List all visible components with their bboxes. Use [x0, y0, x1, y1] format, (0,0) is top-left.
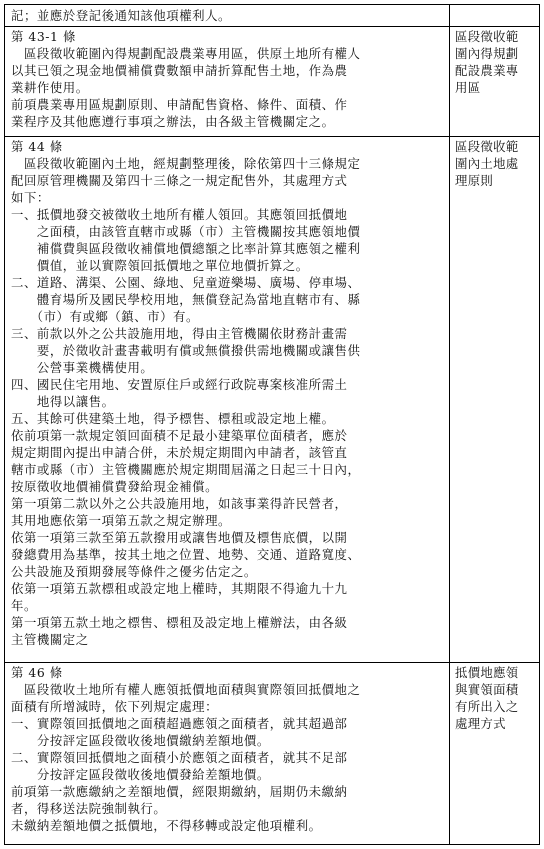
text-line: 二、實際領回抵價地之面積小於應領之面積者，就其不足部 — [11, 750, 348, 765]
text-line: 前項農業專用區規劃原則、申請配售資格、條件、面積、作 — [11, 97, 348, 112]
text-line: 發總費用為基準，按其土地之位置、地勢、交通、道路寬度、 — [11, 547, 361, 562]
article-heading: 第 46 條 — [11, 665, 63, 680]
text-line: 地得以讓售。 — [11, 394, 115, 409]
text-line: 之面積，由該管直轄市或縣（市）主管機關按其應領地價 — [11, 224, 361, 239]
text-line: 業耕作使用。 — [11, 80, 89, 95]
row-divider — [5, 26, 539, 27]
row-divider — [5, 662, 539, 663]
text-line: 以其已領之現金地價補償費數額申請折算配售土地，作為農 — [11, 63, 348, 78]
text-line: 分按評定區段徵收後地價繳納差額地價。 — [11, 733, 270, 748]
text-line: 分按評定區段徵收後地價發給差額地價。 — [11, 767, 270, 782]
text-line: 公共設施及預期發展等條件之優劣估定之。 — [11, 564, 257, 579]
text-line: 業程序及其他應遵行事項之辦法，由各級主管機關定之。 — [11, 114, 335, 129]
text-line: 按原徵收地價補償費發給現金補償。 — [11, 479, 219, 494]
text-line: 未繳納差額地價之抵價地，不得移轉或設定他項權利。 — [11, 818, 322, 833]
text-line: 依第一項第五款標租或設定地上權時，其期限不得逾九十九 — [11, 581, 348, 596]
text-line: 年。 — [11, 598, 37, 613]
text-line: 主管機關定之 — [11, 632, 89, 647]
text-line: 五、其餘可供建築土地，得予標售、標租或設定地上權。 — [11, 411, 335, 426]
note-line: 抵價地應領 — [455, 665, 519, 680]
note-line: 圍內得規劃 — [455, 46, 519, 61]
text-line: 記；並應於登記後通知該他項權利人。 — [11, 8, 231, 23]
text-line: 區段徵收範圍內土地，經規劃整理後，除依第四十三條規定 — [11, 156, 361, 171]
text-line: 依第一項第三款至第五款撥用或讓售地價及標售底價，以開 — [11, 530, 348, 545]
note-line: 區段徵收範 — [455, 139, 519, 154]
row-divider — [5, 136, 539, 137]
column-divider — [449, 5, 450, 844]
text-line: 如下： — [11, 190, 50, 205]
text-line: 第一項第二款以外之公共設施用地，如該事業得許民營者， — [11, 496, 348, 511]
text-line: 前項第一款應繳納之差額地價，經限期繳納，屆期仍未繳納 — [11, 784, 348, 799]
note-line: 圍內土地處 — [455, 156, 519, 171]
text-line: 第一項第五款土地之標售、標租及設定地上權辦法，由各級 — [11, 615, 348, 630]
text-line: 價值，並以實際領回抵價地之單位地價折算之。 — [11, 258, 309, 273]
note-line: 用區 — [455, 80, 481, 95]
text-line: （市）有或鄉（鎮、市）有。 — [11, 309, 199, 324]
text-line: 二、道路、溝渠、公園、綠地、兒童遊樂場、廣場、停車場、 — [11, 275, 361, 290]
text-line: 轄市或縣（市）主管機關應於規定期間屆滿之日起三十日內， — [11, 462, 361, 477]
text-line: 者，得移送法院強制執行。 — [11, 801, 167, 816]
text-line: 要，於徵收計畫書載明有償或無償撥供需地機關或讓售供 — [11, 343, 361, 358]
note-line: 有所出入之 — [455, 699, 519, 714]
text-line: 體育場所及國民學校用地，無償登記為當地直轄市有、縣 — [11, 292, 361, 307]
text-line: 規定期間內提出申請合併，未於規定期間內申請者，該管直 — [11, 445, 348, 460]
text-line: 一、實際領回抵價地之面積超過應領之面積者，就其超過部 — [11, 716, 348, 731]
text-line: 面積有所增減時，依下列規定處理： — [11, 699, 219, 714]
article-heading: 第 43-1 條 — [11, 29, 76, 44]
text-line: 四、國民住宅用地、安置原住戶或經行政院專案核准所需土 — [11, 377, 348, 392]
note-line: 處理方式 — [455, 716, 506, 731]
note-line: 配設農業專 — [455, 63, 519, 78]
note-line: 與實領面積 — [455, 682, 519, 697]
article-heading: 第 44 條 — [11, 139, 63, 154]
text-line: 配回原管理機關及第四十三條之一規定配售外，其處理方式 — [11, 173, 348, 188]
text-line: 一、抵價地發交被徵收土地所有權人領回。其應領回抵價地 — [11, 207, 348, 222]
text-line: 區段徵收範圍內得規劃配設農業專用區，供原土地所有權人 — [11, 46, 361, 61]
text-line: 區段徵收土地所有權人應領抵價地面積與實際領回抵價地之 — [11, 682, 361, 697]
text-line: 依前項第一款規定領回面積不足最小建築單位面積者，應於 — [11, 428, 348, 443]
text-line: 補償費與區段徵收補償地價總額之比率計算其應領之權利 — [11, 241, 361, 256]
text-line: 三、前款以外之公共設施用地，得由主管機關依財務計畫需 — [11, 326, 348, 341]
text-line: 其用地應依第一項第五款之規定辦理。 — [11, 513, 231, 528]
note-line: 區段徵收範 — [455, 29, 519, 44]
text-line: 公營事業機構使用。 — [11, 360, 154, 375]
law-table — [4, 4, 540, 845]
note-line: 理原則 — [455, 173, 494, 188]
